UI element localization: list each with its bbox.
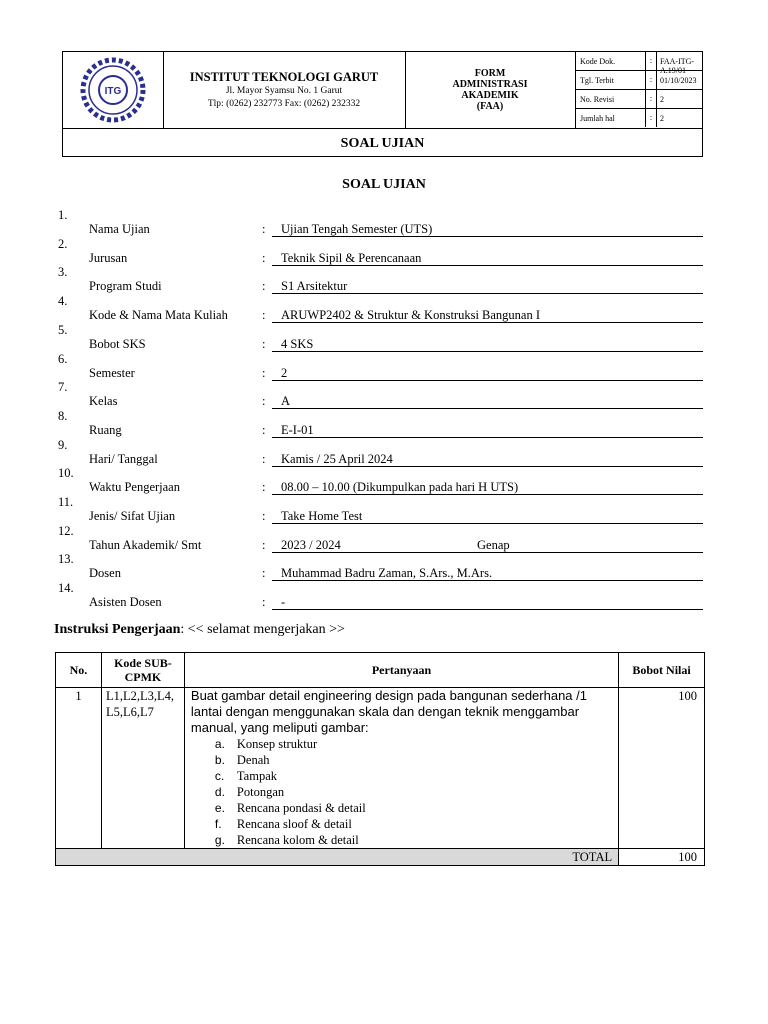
field-colon: : xyxy=(262,336,266,351)
field-extra: Genap xyxy=(477,537,510,552)
table-header xyxy=(56,653,705,688)
row-no: 1 xyxy=(56,688,102,849)
field-row xyxy=(58,495,704,523)
field-colon: : xyxy=(262,451,266,466)
field-number: 7. xyxy=(58,380,68,395)
list-item: e. Rencana pondasi & detail xyxy=(214,801,366,815)
field-value: 08.00 – 10.00 (Dikumpulkan pada hari H UTS) xyxy=(272,480,703,495)
field-row xyxy=(58,409,704,437)
field-label: Jenis/ Sifat Ujian xyxy=(89,509,176,523)
field-value: 2 xyxy=(272,366,703,381)
field-value: E-I-01 xyxy=(272,423,703,438)
field-row xyxy=(58,380,704,408)
field-label: Kelas xyxy=(89,394,118,409)
meta-row: Tgl. Terbit : 01/10/2023 xyxy=(575,71,703,90)
field-value: A xyxy=(272,394,703,409)
field-number: 12. xyxy=(58,523,74,538)
field-value: S1 Arsitektur xyxy=(272,279,703,294)
document-header xyxy=(62,51,703,157)
field-value: - xyxy=(272,595,703,610)
instructions: Instruksi Pengerjaan: << selamat mengerjakan >> xyxy=(54,622,345,637)
institution-phone: Tlp: (0262) 232773 Fax: (0262) 232332 xyxy=(207,99,361,109)
list-item: c. Tampak xyxy=(214,769,277,783)
field-row xyxy=(58,294,704,322)
field-label: Kode & Nama Mata Kuliah xyxy=(89,308,228,323)
question-items xyxy=(191,736,614,848)
row-kode: L1,L2,L3,L4, L5,L6,L7 xyxy=(101,688,184,849)
field-row xyxy=(58,352,704,380)
header-kode: Kode SUB-CPMK xyxy=(101,653,184,688)
field-label: Program Studi xyxy=(89,279,162,294)
institution-name: INSTITUT TEKNOLOGI GARUT xyxy=(189,70,379,84)
field-value: Take Home Test xyxy=(272,509,703,524)
field-row xyxy=(58,323,704,351)
field-number: 2. xyxy=(58,236,68,251)
total-label: TOTAL xyxy=(56,849,619,866)
field-colon: : xyxy=(262,537,266,552)
total-value: 100 xyxy=(619,849,705,866)
field-label: Dosen xyxy=(89,566,121,581)
field-colon: : xyxy=(262,394,266,409)
meta-row: Jumlah hal : 2 xyxy=(575,109,703,128)
field-number: 11. xyxy=(58,495,74,509)
field-label: Tahun Akademik/ Smt xyxy=(89,537,202,552)
list-item: f. Rencana sloof & detail xyxy=(214,817,352,831)
row-question xyxy=(184,688,618,849)
field-colon: : xyxy=(262,222,266,236)
field-row xyxy=(58,466,704,494)
field-row xyxy=(58,581,704,609)
field-colon: : xyxy=(262,509,266,523)
list-item: a. Konsep struktur xyxy=(214,737,318,751)
field-label: Jurusan xyxy=(89,250,128,265)
header-no: No. xyxy=(56,653,102,688)
field-label: Semester xyxy=(89,365,135,380)
field-row xyxy=(58,552,704,580)
total-row xyxy=(56,849,705,866)
field-number: 5. xyxy=(58,322,68,337)
field-value: Kamis / 25 April 2024 xyxy=(272,452,703,467)
logo-cell xyxy=(63,52,164,128)
list-item: g. Rencana kolom & detail xyxy=(214,833,359,847)
itg-logo-icon xyxy=(79,56,147,124)
field-row xyxy=(58,524,704,552)
field-value: Ujian Tengah Semester (UTS) xyxy=(272,222,703,237)
field-row xyxy=(58,438,704,466)
field-label: Waktu Pengerjaan xyxy=(89,480,180,495)
field-number: 13. xyxy=(58,552,74,567)
field-colon: : xyxy=(262,480,266,495)
page-title: SOAL UJIAN xyxy=(342,177,426,192)
field-colon: : xyxy=(262,308,266,323)
document-meta xyxy=(575,52,703,128)
field-colon: : xyxy=(262,566,266,581)
row-bobot: 100 xyxy=(619,688,705,849)
field-number: 6. xyxy=(58,351,68,366)
table-row xyxy=(56,688,705,849)
form-title: FORM ADMINISTRASI AKADEMIK (FAA) xyxy=(405,52,576,128)
svg-text:ITG: ITG xyxy=(104,86,122,97)
list-item: d. Potongan xyxy=(214,785,285,799)
field-number: 9. xyxy=(58,437,68,452)
field-label: Asisten Dosen xyxy=(89,595,162,610)
field-value: 2023 / 2024 Genap xyxy=(272,538,703,553)
field-number: 3. xyxy=(58,265,68,280)
header-soal-ujian: SOAL UJIAN xyxy=(63,128,702,158)
field-colon: : xyxy=(262,365,266,380)
field-value: Teknik Sipil & Perencanaan xyxy=(272,251,703,266)
field-label: Nama Ujian xyxy=(89,222,150,236)
field-colon: : xyxy=(262,422,266,437)
field-row xyxy=(58,265,704,293)
field-number: 1. xyxy=(58,208,68,222)
field-value: ARUWP2402 & Struktur & Konstruksi Bangunan I xyxy=(272,308,703,323)
question-text: Buat gambar detail engineering design pada bangunan sederhana /1 lantai dengan menggunakan skala dan dengan teknik menggambar manual, yang meliputi gambar: xyxy=(190,688,587,735)
field-number: 14. xyxy=(58,581,74,596)
field-label: Ruang xyxy=(89,422,122,437)
field-row xyxy=(58,237,704,265)
field-colon: : xyxy=(262,279,266,294)
field-row xyxy=(58,208,704,236)
header-bobot: Bobot Nilai xyxy=(619,653,705,688)
meta-row: Kode Dok. : FAA-ITG-A.19/01 xyxy=(575,52,703,71)
list-item: b. Denah xyxy=(214,753,270,767)
institution-block xyxy=(163,52,406,128)
field-value: 4 SKS xyxy=(272,337,703,352)
field-colon: : xyxy=(262,250,266,265)
field-value: Muhammad Badru Zaman, S.Ars., M.Ars. xyxy=(272,566,703,581)
header-pertanyaan: Pertanyaan xyxy=(184,653,618,688)
meta-row: No. Revisi : 2 xyxy=(575,90,703,109)
field-label: Bobot SKS xyxy=(89,336,146,351)
field-number: 4. xyxy=(58,294,68,309)
field-colon: : xyxy=(262,595,266,610)
field-label: Hari/ Tanggal xyxy=(89,451,158,466)
institution-address: Jl. Mayor Syamsu No. 1 Garut xyxy=(225,86,343,96)
field-number: 8. xyxy=(58,408,68,423)
question-table xyxy=(55,652,705,866)
field-number: 10. xyxy=(58,466,74,481)
